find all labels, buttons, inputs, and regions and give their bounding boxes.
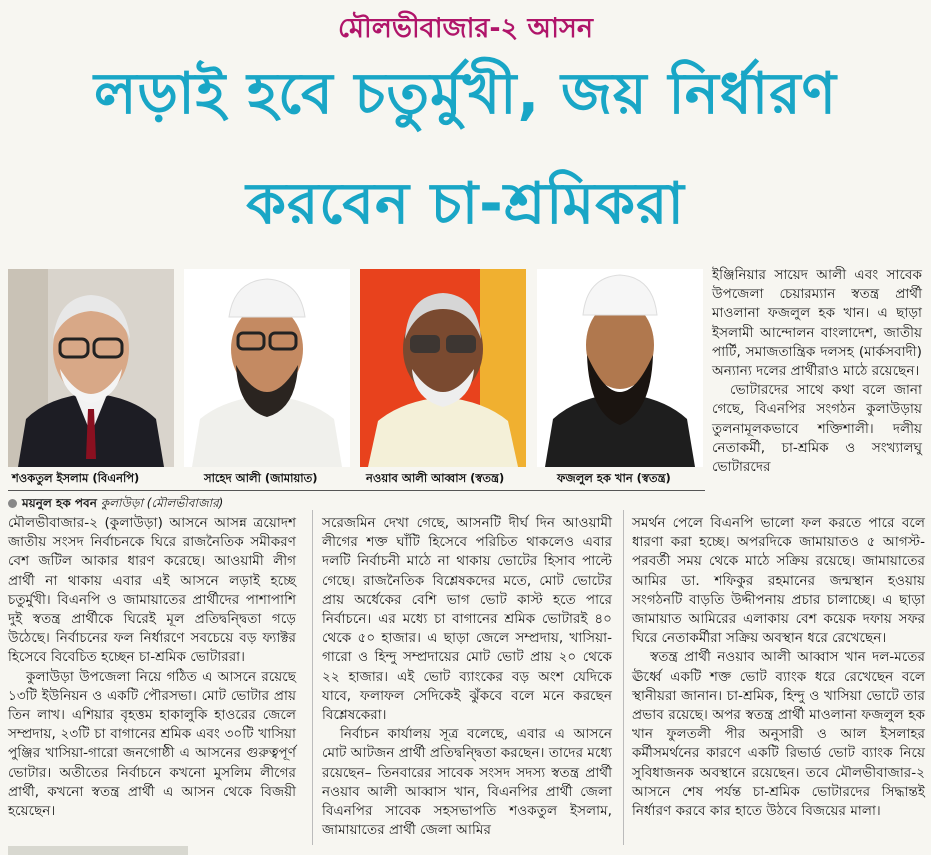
article-column-1: [8, 514, 296, 821]
candidate-photo-4: [537, 269, 703, 467]
article-column-2: [322, 514, 612, 840]
caption-divider: [8, 490, 705, 491]
headline-line-1: লড়াই হবে চতুর্মুখী, জয় নির্ধারণ: [93, 61, 838, 127]
headline-line-2: করবেন চা-শ্রমিকরা: [246, 171, 685, 237]
byline: [8, 495, 223, 515]
candidate-photo-1: [8, 269, 174, 467]
photo-caption-2: সাহেদ আলী (জামায়াত): [204, 471, 318, 485]
bullet-icon: [8, 499, 17, 508]
candidate-photo-3: [360, 269, 526, 467]
photo-caption-1: শওকতুল ইসলাম (বিএনপি): [12, 471, 140, 485]
paragraph: সমর্থন পেলে বিএনপি ভালো ফল করতে পারে বলে ধারণা করা হচ্ছে। অপরদিকে জামায়াতও ৫ আগস্ট-পরবর্তী সময় থেকে মাঠে সক্রিয় রয়েছে। জামায়াতের আমির ডা. শফিকুর রহমানের জন্মস্থান হওয়ায় সংগঠনটি বাড়তি উদ্দীপনায় প্রচার চালাচ্ছে। এ ছাড়া জামায়াত আমিরের এলাকায় বেশ কয়েক দফায় সফর ঘিরে নেতাকর্মীরা সক্রিয় অবস্থান ধরে রেখেছেন।: [632, 515, 925, 647]
paragraph: মৌলভীবাজার-২ (কুলাউড়া) আসনে আসন্ন ত্রয়োদশ জাতীয় সংসদ নির্বাচনকে ঘিরে রাজনৈতিক সমীকরণ বেশ জটিল আকার ধারণ করেছে। আওয়ামী লীগ প্রার্থী না থাকায় এবার এই আসনে লড়াই হচ্ছে চতুর্মুখী। বিএনপি ও জামায়াতের প্রার্থীদের পাশাপাশি দুই স্বতন্ত্র প্রার্থীকে ঘিরেই মূল প্রতিদ্বন্দ্বিতা গড়ে উঠেছে। নির্বাচনের ফল নির্ধারণে সবচেয়ে বড় ফ্যাক্টর হিসেবে বিবেচিত হচ্ছেন চা-শ্রমিক ভোটাররা।: [8, 515, 296, 666]
article-column-top-right: [712, 266, 922, 477]
page-footer-strip: [8, 846, 188, 855]
paragraph: স্বতন্ত্র প্রার্থী নওয়াব আলী আব্বাস খান দল-মতের ঊর্ধ্বে একটি শক্ত ভোট ব্যাংক ধরে রেখেছেন বলে স্থানীয়রা জানান। চা-শ্রমিক, হিন্দু ও খাসিয়া ভোটে তার প্রভাব রয়েছে। অপর স্বতন্ত্র প্রার্থী মাওলানা ফজলুল হক খান ফুলতলী পীর অনুসারী ও আল ইসলাহর কর্মীসমর্থনের কারণে একটি রিভার্ড ভোট ব্যাংক নিয়ে সুবিধাজনক অবস্থানে রয়েছেন। তবে মৌলভীবাজার-২ আসনে শেষ পর্যন্ত চা-শ্রমিক ভোটারদের সিদ্ধান্তই নির্ধারণ করবে কার হাতে উঠবে বিজয়ের মালা।: [632, 649, 925, 820]
column-divider: [312, 510, 313, 845]
byline-location: কুলাউড়া (মৌলভীবাজার): [100, 496, 224, 510]
article-column-3: [632, 514, 925, 821]
byline-author: ময়নুল হক পবন: [22, 496, 97, 510]
column-divider: [623, 510, 624, 845]
photo-caption-3: নওয়াব আলী আব্বাস (স্বতন্ত্র): [366, 471, 505, 485]
photo-caption-4: ফজলুল হক খান (স্বতন্ত্র): [557, 471, 671, 485]
paragraph: সরেজমিন দেখা গেছে, আসনটি দীর্ঘ দিন আওয়ামী লীগের শক্ত ঘাঁটি হিসেবে পরিচিত থাকলেও এবার দলটি নির্বাচনী মাঠে না থাকায় ভোটের হিসাব পাল্টে গেছে। রাজনৈতিক বিশ্লেষকদের মতে, মোট ভোটের প্রায় অর্ধেকের বেশি ভাগ ভোট কাস্ট হতে পারে নির্বাচনে। এর মধ্যে চা বাগানের শ্রমিক ভোটারই ৪০ থেকে ৫০ হাজার। এ ছাড়া জেলে সম্প্রদায়, খাসিয়া-গারো ও হিন্দু সম্প্রদায়ের মোট ভোট প্রায় ২০ থেকে ২২ হাজার। এই ভোট ব্যাংকের বড় অংশ যেদিকে যাবে, ফলাফল সেদিকেই ঝুঁকবে বলে মনে করছেন বিশ্লেষকেরা।: [322, 515, 612, 724]
paragraph: কুলাউড়া উপজেলা নিয়ে গঠিত এ আসনে রয়েছে ১৩টি ইউনিয়ন ও একটি পৌরসভা। মোট ভোটার প্রায় তিন লাখ। এশিয়ার বৃহত্তম হাকালুকি হাওরের জেলে সম্প্রদায়, ২৩টি চা বাগানের শ্রমিক এবং ৩০টি খাসিয়া পুঞ্জির খাসিয়া-গারো জনগোষ্ঠী এ আসনের গুরুত্বপূর্ণ ভোটার। অতীতের নির্বাচনে কখনো মুসলিম লীগের প্রার্থী, কখনো স্বতন্ত্র প্রার্থী এ আসন থেকে বিজয়ী হয়েছেন।: [8, 668, 296, 820]
paragraph: নির্বাচন কার্যালয় সূত্র বলেছে, এবার এ আসনে মোট আটজন প্রার্থী প্রতিদ্বন্দ্বিতা করছেন। তাদের মধ্যে রয়েছেন– তিনবারের সাবেক সংসদ সদস্য স্বতন্ত্র প্রার্থী নওয়াব আলী আব্বাস খান, বিএনপির প্রার্থী জেলা বিএনপির সাবেক সহসভাপতি শওকতুল ইসলাম, জামায়াতের প্রার্থী জেলা আমির: [322, 726, 612, 839]
paragraph: ভোটারদের সাথে কথা বলে জানা গেছে, বিএনপির সংগঠন কুলাউড়ায় তুলনামূলকভাবে শক্তিশালী। দলীয় নেতাকর্মী, চা-শ্রমিক ও সংখ্যালঘু ভোটারদের: [712, 382, 922, 476]
candidate-photo-2: [184, 269, 350, 467]
section-kicker: মৌলভীবাজার-২ আসন: [338, 13, 593, 44]
paragraph: ইঞ্জিনিয়ার সায়েদ আলী এবং সাবেক উপজেলা চেয়ারম্যান স্বতন্ত্র প্রার্থী মাওলানা ফজলুল হক খান। এ ছাড়া ইসলামী আন্দোলন বাংলাদেশ, জাতীয় পার্টি, সমাজতান্ত্রিক দলসহ (মার্কসবাদী) অন্যান্য দলের প্রার্থীরাও মাঠে রয়েছেন।: [712, 267, 922, 380]
